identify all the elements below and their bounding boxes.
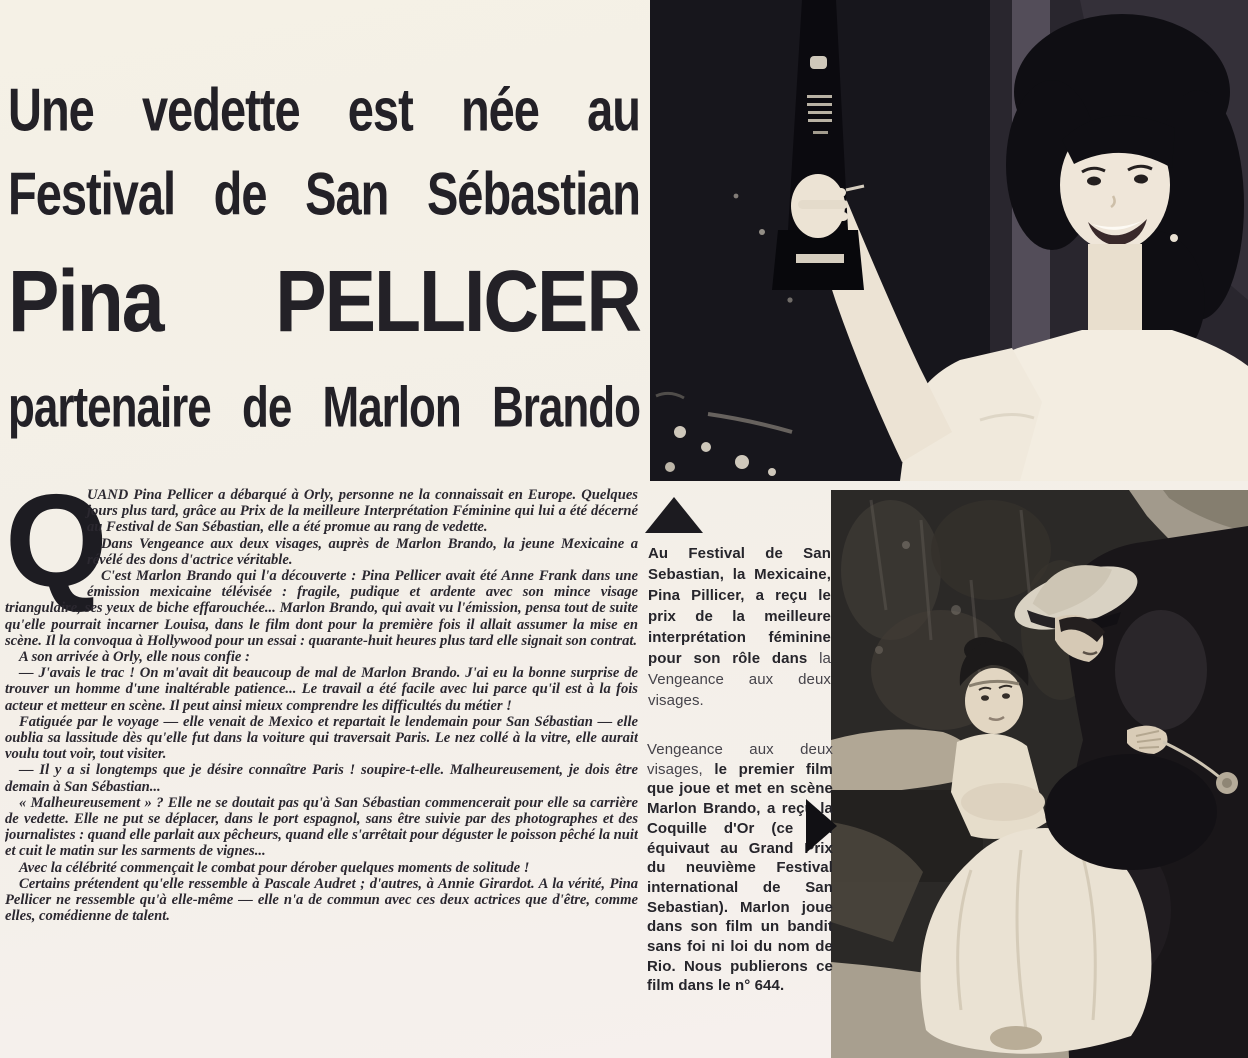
photo-film-scene — [831, 490, 1248, 1058]
caption-2-regular-text: Vengeance aux deux visages, — [647, 741, 833, 778]
article-paragraph: Certains prétendent qu'elle ressemble à Pascale Audret ; d'autres, à Annie Girardot. A la vérité, Pina Pellicer ne ressemble qu'à elle-même — elle n'a de commun avec ces deux actrices que d'être, comme elles, comédienne de talent. — [5, 875, 638, 925]
article-paragraph: — J'avais le trac ! On m'avait dit beaucoup de mal de Marlon Brando. J'ai eu la bonne surprise de trouver un homme d'une inaltérable patience... Le travail a été facile avec lui parce qu'il est à la fois acteur et metteur en scène. Il peut ainsi mieux comprendre les difficultés du métier ! — [5, 665, 638, 714]
photo-film-scene-graphic — [831, 490, 1248, 1058]
headline-line-1: Une vedette est née au — [8, 75, 640, 144]
photo-pina-trophy-graphic — [650, 0, 1248, 481]
headline-line-4: partenaire de Marlon Brando — [8, 376, 640, 440]
caption-1-regular-text: la Vengeance aux deux visages. — [648, 650, 831, 709]
caption-1 — [648, 543, 831, 711]
drop-cap: Q — [5, 487, 108, 614]
up-triangle-icon — [645, 497, 703, 533]
caption-2-bold-text: le premier film que joue et met en scène Marlon Brando, a reçu la Coquille d'Or (ce qui équivaut au Grand Prix du neuvième Festival international de San Sebastian). Marlon joue dans son film un bandit sans foi ni loi du nom de Rio. Nous publierons ce film dans le n° 644. — [647, 760, 833, 995]
article-paragraph: C'est Marlon Brando qui l'a découverte : Pina Pellicer avait été Anne Frank dans une émission mexicaine télévisée : fragile, pudique et ardente avec son mince visage triangulaire, ses yeux de biche effarouchée... Marlon Brando, qui avait vu l'émission, pensa tout de suite qu'elle pourrait incarner Louisa, dans le film dont pour la première fois il allait assumer la mise en scène. Il la convoqua à Hollywood pour un essai : quarante-huit heures plus tard elle signait son contrat. — [5, 568, 638, 649]
article-paragraph: « Malheureusement » ? Elle ne se doutait pas qu'à San Sébastian commencerait pour elle sa carrière de vedette. Elle ne put se déplacer, dans le port espagnol, sans être suivie par des photographes et des journalistes : quand elle parlait aux pêcheurs, quand elle s'arrêtait pour déguster le poisson pêché la nuit et cuit le matin sur les sarments de vignes... — [5, 794, 638, 860]
caption-1-bold-text: Au Festival de San Sebastian, la Mexicaine, Pina Pillicer, a reçu le prix de la meilleure interprétation féminine pour son rôle dans — [648, 545, 831, 667]
article-body — [5, 487, 638, 1032]
article-paragraph: — Il y a si longtemps que je désire connaître Paris ! soupire-t-elle. Malheureusement, je dois être demain à San Sébastian... — [5, 762, 638, 795]
article-paragraph: Avec la célébrité commençait le combat pour dérober quelques moments de solitude ! — [19, 859, 530, 876]
article-paragraph: UAND Pina Pellicer a débarqué à Orly, personne ne la connaissait en Europe. Quelques jours plus tard, grâce au Prix de la meilleure Interprétation Féminine qui lui a été décerné au Festival de San Sébastian, elle a été promue au rang de vedette. — [87, 487, 638, 536]
caption-2 — [647, 740, 833, 996]
article-paragraph: Fatiguée par le voyage — elle venait de Mexico et repartait le lendemain pour San Sébastian — elle oublia sa lassitude dès qu'elle fut dans la voiture qui traversait Paris. Le nez collé à la vitre, elle aurait voulu tout voir, tout visiter. — [5, 713, 638, 763]
article-paragraph: Dans Vengeance aux deux visages, auprès de Marlon Brando, la jeune Mexicaine a révélé des dons d'actrice véritable. — [87, 535, 638, 568]
article-paragraph: A son arrivée à Orly, elle nous confie : — [19, 649, 250, 666]
photo-pina-trophy — [650, 0, 1248, 481]
headline-line-3: Pina PELLICER — [8, 253, 640, 351]
right-triangle-icon — [806, 799, 837, 853]
headline-line-2: Festival de San Sébastian — [8, 159, 640, 228]
